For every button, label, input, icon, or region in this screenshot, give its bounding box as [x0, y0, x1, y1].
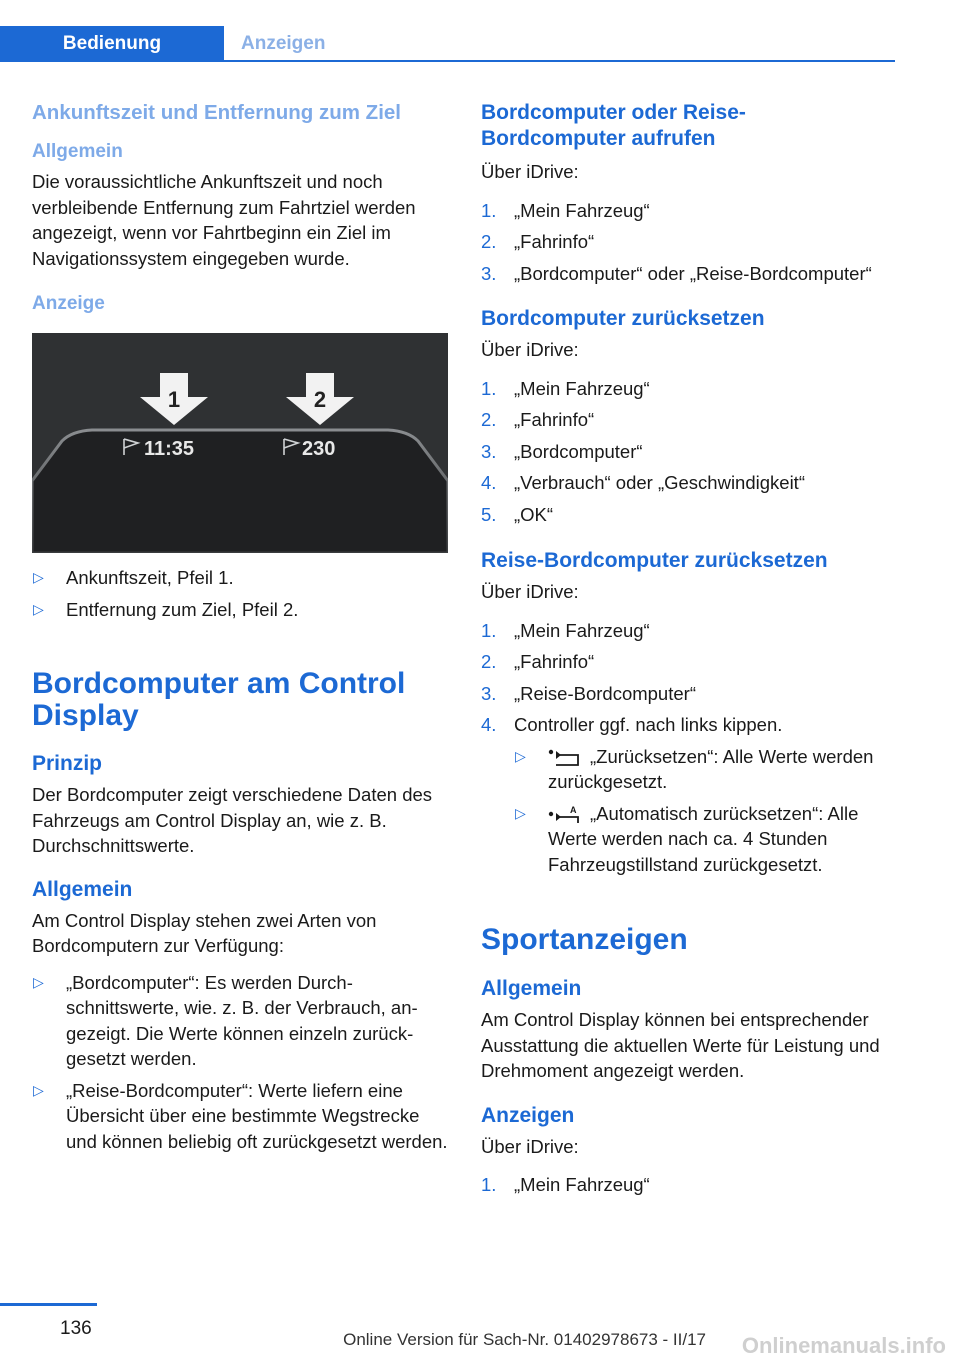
section-tabbar: [0, 26, 895, 62]
right-column: [481, 100, 901, 1198]
page-number: 136: [60, 1318, 92, 1339]
heading-sportanzeigen: Sportanzeigen: [481, 923, 688, 956]
steps-aufrufen: [481, 198, 901, 287]
list-item: ▷ Ankunftszeit, Pfeil 1.: [32, 565, 448, 591]
heading-reise-bordcomputer-zuruecksetzen: Reise-Bordcomputer zurücksetzen: [481, 549, 828, 572]
list-item: 1. „Mein Fahrzeug“: [481, 199, 650, 221]
bordcomputer-types-list: [32, 970, 448, 1155]
list-item: ▷ „Reise-Bordcomputer“: Werte liefern eine Übersicht über eine bestimmte Wegstrecke und können beliebig oft zurückgesetzt werden.: [33, 1079, 448, 1152]
display-bezel: [32, 430, 448, 553]
list-item: 1. „Mein Fahrzeug“: [481, 377, 650, 399]
arrow-2-label: 2: [313, 387, 327, 412]
paragraph-idrive-2: Über iDrive:: [481, 339, 579, 360]
svg-text:A: A: [570, 804, 577, 815]
heading-prinzip: Prinzip: [32, 752, 103, 775]
list-item: 2. „Fahrinfo“: [481, 409, 595, 430]
steps-anzeigen: [481, 1172, 901, 1198]
reset-icon: [548, 748, 580, 768]
heading-anzeige: Anzeige: [32, 293, 105, 314]
list-item: 3. „Bordcomputer“ oder „Reise-Bordcomputer“: [481, 262, 872, 284]
list-item: ▷ Entfernung zum Ziel, Pfeil 2.: [32, 597, 448, 623]
heading-bordcomputer-control-display: Bordcomputer am Control Display: [32, 667, 406, 732]
heading-anzeigen: Anzeigen: [481, 1103, 575, 1127]
triangle-bullet-icon: ▷: [33, 569, 44, 585]
watermark: Onlinemanuals.info: [741, 1333, 946, 1358]
distance-readout: 230: [302, 438, 336, 460]
list-item: ▷ „Bordcomputer“: Es werden Durchschnittswerte, wie. z. B. der Verbrauch, angezeigt. Die Werte können einzeln zurückgesetzt werden.: [33, 971, 418, 1069]
paragraph-prinzip: Der Bordcomputer zeigt verschiedene Daten des Fahrzeugs am Control Display an, wie z. B. Durchschnittswerte.: [32, 784, 433, 856]
list-item: ▷ A „Automatisch zurücksetzen“: Alle Werte werden nach ca. 4 Stunden Fahrzeugstillstand zurückgesetzt.: [515, 802, 859, 875]
heading-arrival-distance: Ankunftszeit und Entfernung zum Ziel: [32, 101, 401, 124]
triangle-bullet-icon: ▷: [515, 747, 526, 764]
list-item: ▷ „Zurücksetzen“: Alle Werte werden zurückgesetzt.: [515, 745, 874, 792]
arrow-1-label: 1: [167, 387, 181, 412]
heading-allgemein-2: Allgemein: [32, 877, 133, 901]
triangle-bullet-icon: ▷: [33, 973, 44, 990]
list-item: 4. „Verbrauch“ oder „Geschwindigkeit“: [481, 472, 805, 493]
triangle-bullet-icon: ▷: [33, 1081, 44, 1098]
auto-reset-icon: [548, 805, 580, 825]
paragraph-allgemein-2: Am Control Display stehen zwei Arten von Bordcomputern zur Verfügung:: [32, 909, 377, 956]
heading-bordcomputer-zuruecksetzen: Bordcomputer zurücksetzen: [481, 307, 765, 330]
online-version-note: Online Version für Sach-Nr. 01402978673 - II/17: [343, 1330, 706, 1349]
paragraph-idrive: Über iDrive:: [481, 161, 579, 182]
reset-options-list: [514, 744, 901, 878]
list-item: 2. „Fahrinfo“: [481, 231, 595, 252]
paragraph-idrive-3: Über iDrive:: [481, 581, 579, 602]
list-item: 4. Controller ggf. nach links kippen. ▷ „Zurücksetzen“: Alle Werte werden zurückgesetzt. ▷ A „Automatisch zurücksetzen“: Alle Werte werden nach ca. 4 Stunden Fahrzeugstillstand zurückgesetzt.: [481, 712, 901, 877]
paragraph-idrive-4: Über iDrive:: [481, 1135, 579, 1157]
heading-allgemein-3: Allgemein: [481, 977, 582, 1000]
heading-allgemein: Allgemein: [32, 141, 123, 162]
heading-bordcomputer-aufrufen: Bordcomputer oder Reise-Bordcomputer aufrufen: [481, 101, 746, 150]
tab-anzeigen[interactable]: Anzeigen: [241, 33, 326, 54]
steps-reise-zuruecksetzen: [481, 618, 901, 878]
list-item: 1. „Mein Fahrzeug“: [481, 619, 650, 641]
list-item: 2. „Fahrinfo“: [481, 651, 595, 672]
display-illustration: [32, 333, 448, 553]
left-column: [32, 100, 448, 1154]
display-figure: [32, 333, 448, 553]
triangle-bullet-icon: ▷: [515, 804, 526, 821]
list-item: 5. „OK“: [481, 503, 554, 525]
arrival-time-readout: 11:35: [144, 438, 195, 460]
page-number-rule: [0, 1303, 97, 1306]
tab-bedienung[interactable]: Bedienung: [0, 26, 224, 62]
steps-zuruecksetzen: [481, 376, 901, 528]
figure-legend-list: [32, 565, 448, 622]
paragraph-sportanzeigen: Am Control Display können bei entsprechender Ausstattung die aktuellen Werte für Leistung und Drehmoment angezeigt werden.: [481, 1009, 880, 1081]
triangle-bullet-icon: ▷: [33, 600, 44, 617]
list-item: 3. „Reise-Bordcomputer“: [481, 682, 696, 704]
list-item: 1. „Mein Fahrzeug“: [481, 1174, 650, 1195]
paragraph-allgemein: Die voraussichtliche Ankunftszeit und noch verbleibende Entfernung zum Fahrtziel werden angezeigt, wenn vor Fahrtbeginn ein Ziel im Navigationssystem eingegeben wurde.: [32, 171, 416, 269]
list-item: 3. „Bordcomputer“: [481, 440, 643, 462]
